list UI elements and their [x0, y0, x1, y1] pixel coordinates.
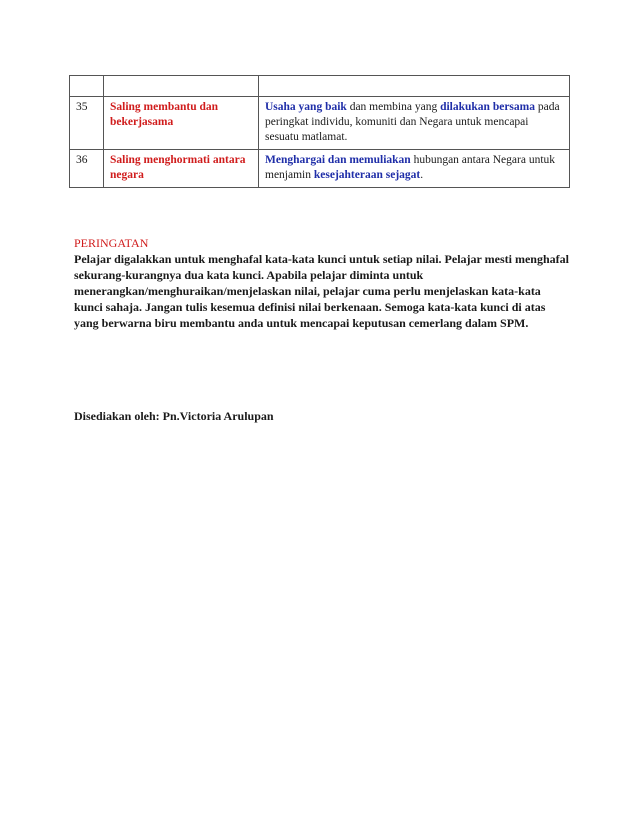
table-row: [70, 150, 570, 188]
keyword: dilakukan bersama: [440, 101, 535, 113]
row-number: 35: [70, 97, 104, 150]
table-row: [70, 97, 570, 150]
description-text: .: [420, 169, 424, 181]
keyword: Usaha yang baik: [265, 101, 347, 113]
description-text: pada peringkat individu, komuniti dan Negara untuk mencapai sesuatu matlamat.: [265, 101, 560, 143]
value-name: Saling membantu dan bekerjasama: [104, 97, 259, 150]
table-cell-empty: [259, 76, 570, 97]
value-description: [259, 150, 570, 188]
table-row-empty: [70, 76, 570, 97]
notice-body: Pelajar digalakkan untuk menghafal kata-kata kunci untuk setiap nilai. Pelajar mesti menghafal sekurang-kurangnya dua kata kunci. Apabila pelajar diminta untuk menerangkan/menghuraikan/menjelaskan nilai, pelajar cuma perlu menjelaskan kata-kata kunci sahaja. Jangan tulis kesemua definisi nilai berkenaan. Semoga kata-kata kunci di atas yang berwarna biru membantu anda untuk mencapai keputusan cemerlang dalam SPM.: [74, 252, 569, 330]
table-cell-empty: [104, 76, 259, 97]
prepared-by: Disediakan oleh: Pn.Victoria Arulupan: [74, 409, 274, 423]
value-description: [259, 97, 570, 150]
keyword: Menghargai dan memuliakan: [265, 154, 411, 166]
description-text: dan membina yang: [346, 101, 441, 113]
notice-title: PERINGATAN: [74, 236, 149, 250]
notice-section: [74, 235, 570, 331]
table-cell-empty: [70, 76, 104, 97]
description-text: hubungan antara Negara untuk menjamin: [265, 154, 556, 181]
row-number: 36: [70, 150, 104, 188]
value-name: Saling menghormati antara negara: [104, 150, 259, 188]
keyword: kesejahteraan sejagat: [313, 169, 421, 181]
values-table: [69, 75, 570, 188]
